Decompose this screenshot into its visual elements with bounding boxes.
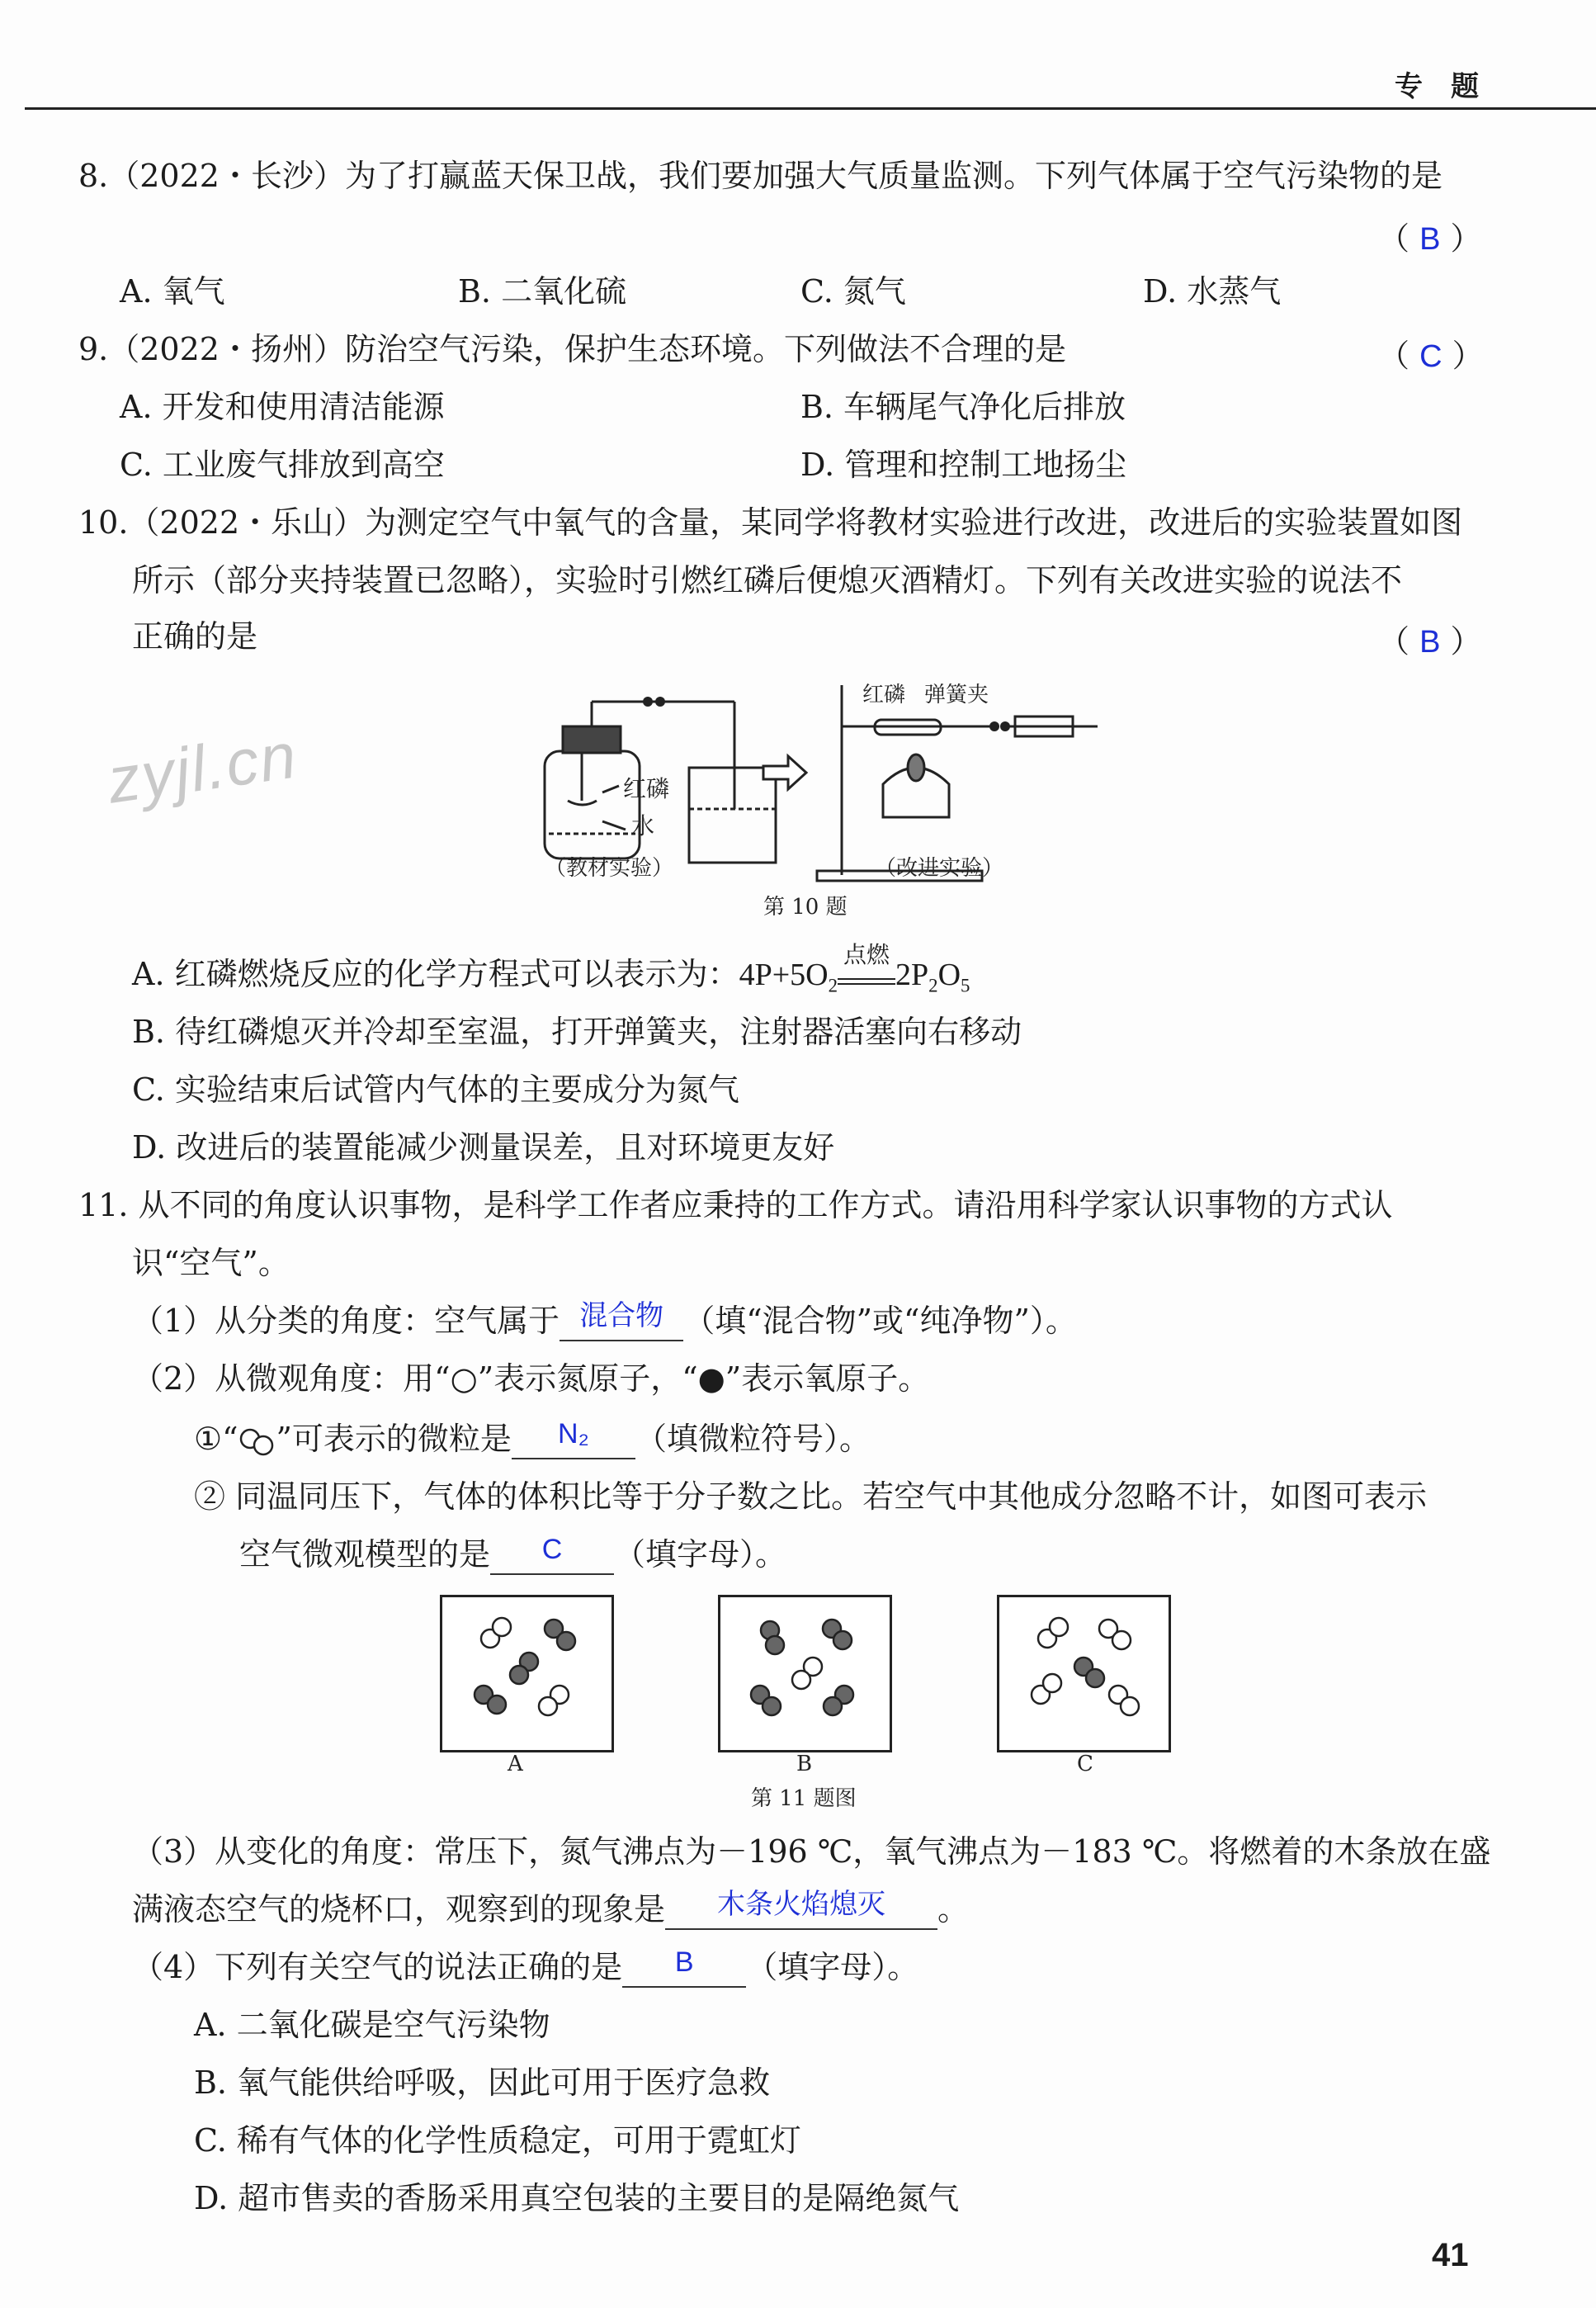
q8-option-b: B. 二氧化硫 bbox=[458, 273, 627, 310]
q8-option-d: D. 水蒸气 bbox=[1143, 273, 1282, 310]
q9-option-a: A. 开发和使用清洁能源 bbox=[120, 389, 445, 425]
q10-option-d: D. 改进后的装置能减少测量误差，且对环境更友好 bbox=[132, 1129, 835, 1166]
q10-option-a-text: A. 红磷燃烧反应的化学方程式可以表示为： bbox=[132, 956, 739, 992]
q11-p2-1-blank bbox=[512, 1418, 635, 1459]
q11-part-3-line-2: 满液态空气的烧杯口，观察到的现象是 木条火焰熄灭 。 bbox=[132, 1889, 969, 1930]
q10-figure-caption: 第 10 题 bbox=[763, 895, 848, 920]
q11-p4-option-d: D. 超市售卖的香肠采用真空包装的主要目的是隔绝氮气 bbox=[194, 2180, 960, 2216]
q11-figure-caption: 第 11 题图 bbox=[751, 1786, 857, 1811]
q11-p1-blank bbox=[560, 1300, 683, 1341]
header-rule bbox=[25, 107, 1596, 110]
q8-option-a: A. 氧气 bbox=[120, 273, 225, 310]
q9-answer-paren: （ C ） bbox=[1378, 338, 1484, 374]
q11-part-2-2-line-1: ② 同温同压下，气体的体积比等于分子数之比。若空气中其他成分忽略不计，如图可表示 bbox=[194, 1478, 1428, 1515]
q8-stem: 8.（2022・长沙）为了打赢蓝天保卫战，我们要加强大气质量监测。下列气体属于空气污染物的是 bbox=[78, 158, 1443, 194]
q11-p4-option-a: A. 二氧化碳是空气污染物 bbox=[194, 2007, 550, 2043]
q10-option-b: B. 待红磷熄灭并冷却至室温，打开弹簧夹，注射器活塞向右移动 bbox=[132, 1014, 1022, 1050]
q8-answer: B bbox=[1419, 222, 1441, 257]
q11-part-2-1: ①“ ”可表示的微粒是 N₂ （填微粒符号）。 bbox=[194, 1418, 871, 1459]
q10-option-a bbox=[132, 943, 970, 1007]
q8-answer-paren: （ B ） bbox=[1378, 220, 1482, 257]
q11-stem-line-2: 识“空气”。 bbox=[132, 1245, 290, 1281]
q8-option-c: C. 氮气 bbox=[800, 273, 906, 310]
section-title: 专 题 bbox=[1395, 70, 1479, 103]
fig-label-red-phosphorus-2: 红磷 bbox=[862, 683, 906, 707]
page-number: 41 bbox=[1432, 2237, 1469, 2273]
reaction-condition: 点燃 bbox=[843, 943, 890, 968]
fig-label-water: 水 bbox=[631, 812, 655, 839]
q11-p2-1-answer: N₂ bbox=[558, 1418, 589, 1450]
q11-p4-blank bbox=[622, 1946, 746, 1988]
model-box-b bbox=[718, 1595, 892, 1752]
q10-option-c: C. 实验结束后试管内气体的主要成分为氮气 bbox=[132, 1071, 739, 1108]
q10-equation: $4P+5O_2$ 点燃 $2P_2O_5$ bbox=[739, 958, 970, 992]
watermark-text: zyjl.cn bbox=[102, 718, 302, 817]
q11-part-3-line-1: （3）从变化的角度：常压下，氮气沸点为－196 ℃，氧气沸点为－183 ℃。将燃着的木条放在盛 bbox=[132, 1833, 1491, 1870]
clip-right bbox=[989, 721, 1010, 731]
q11-p3-answer: 木条火焰熄灭 bbox=[717, 1889, 886, 1920]
q10-answer: B bbox=[1419, 625, 1441, 660]
q11-stem-line-1: 11. 从不同的角度认识事物，是科学工作者应秉持的工作方式。请沿用科学家认识事物的方式认 bbox=[78, 1187, 1393, 1223]
fig-caption-left: （教材实验） bbox=[545, 856, 674, 881]
q11-p4-option-b: B. 氧气能供给呼吸，因此可用于医疗急救 bbox=[194, 2064, 771, 2101]
model-label-c: C bbox=[1077, 1752, 1093, 1776]
q11-part-1: （1）从分类的角度：空气属于 混合物 （填“混合物”或“纯净物”）。 bbox=[132, 1300, 1077, 1341]
q10-stem-line-1: 10.（2022・乐山）为测定空气中氧气的含量，某同学将教材实验进行改进，改进后的实验装置如图 bbox=[78, 504, 1463, 541]
q9-option-c: C. 工业废气排放到高空 bbox=[120, 447, 445, 483]
q9-stem: 9.（2022・扬州）防治空气污染，保护生态环境。下列做法不合理的是 bbox=[78, 331, 1066, 367]
q11-p2-2-blank bbox=[490, 1534, 614, 1575]
improved-apparatus bbox=[817, 685, 1098, 881]
model-box-a bbox=[440, 1595, 614, 1752]
q11-part-2-2-line-2: 空气微观模型的是 C （填字母）。 bbox=[239, 1534, 786, 1575]
q11-p4-answer: B bbox=[674, 1946, 694, 1978]
q10-answer-paren: （ B ） bbox=[1378, 623, 1482, 660]
q11-p2-2-answer: C bbox=[541, 1534, 563, 1565]
model-label-a: A bbox=[508, 1752, 523, 1776]
q11-p1-answer: 混合物 bbox=[579, 1300, 664, 1331]
fig-label-red-phosphorus: 红磷 bbox=[623, 775, 670, 802]
model-label-b: B bbox=[796, 1752, 813, 1776]
q9-answer: C bbox=[1419, 339, 1443, 374]
q9-option-d: D. 管理和控制工地扬尘 bbox=[800, 447, 1127, 483]
q10-stem-line-2: 所示（部分夹持装置已忽略），实验时引燃红磷后便熄灭酒精灯。下列有关改进实验的说法不 bbox=[132, 562, 1403, 598]
q10-stem-line-3: 正确的是 bbox=[132, 618, 258, 655]
q11-p4-option-c: C. 稀有气体的化学性质稳定，可用于霓虹灯 bbox=[194, 2122, 801, 2159]
q11-p3-blank bbox=[665, 1889, 937, 1930]
fig-label-spring-clip: 弹簧夹 bbox=[924, 683, 989, 707]
q9-option-b: B. 车辆尾气净化后排放 bbox=[800, 389, 1126, 425]
transition-arrow bbox=[763, 756, 806, 789]
q11-part-4: （4）下列有关空气的说法正确的是 B （填字母）。 bbox=[132, 1946, 918, 1988]
fig-caption-right: （改进实验） bbox=[875, 856, 1004, 881]
q10-apparatus-figure bbox=[528, 669, 1106, 916]
q11-part-2: （2）从微观角度：用“○”表示氮原子，“●”表示氧原子。 bbox=[132, 1360, 930, 1397]
model-box-c bbox=[997, 1595, 1171, 1752]
nitrogen-molecule-icon bbox=[238, 1427, 276, 1457]
